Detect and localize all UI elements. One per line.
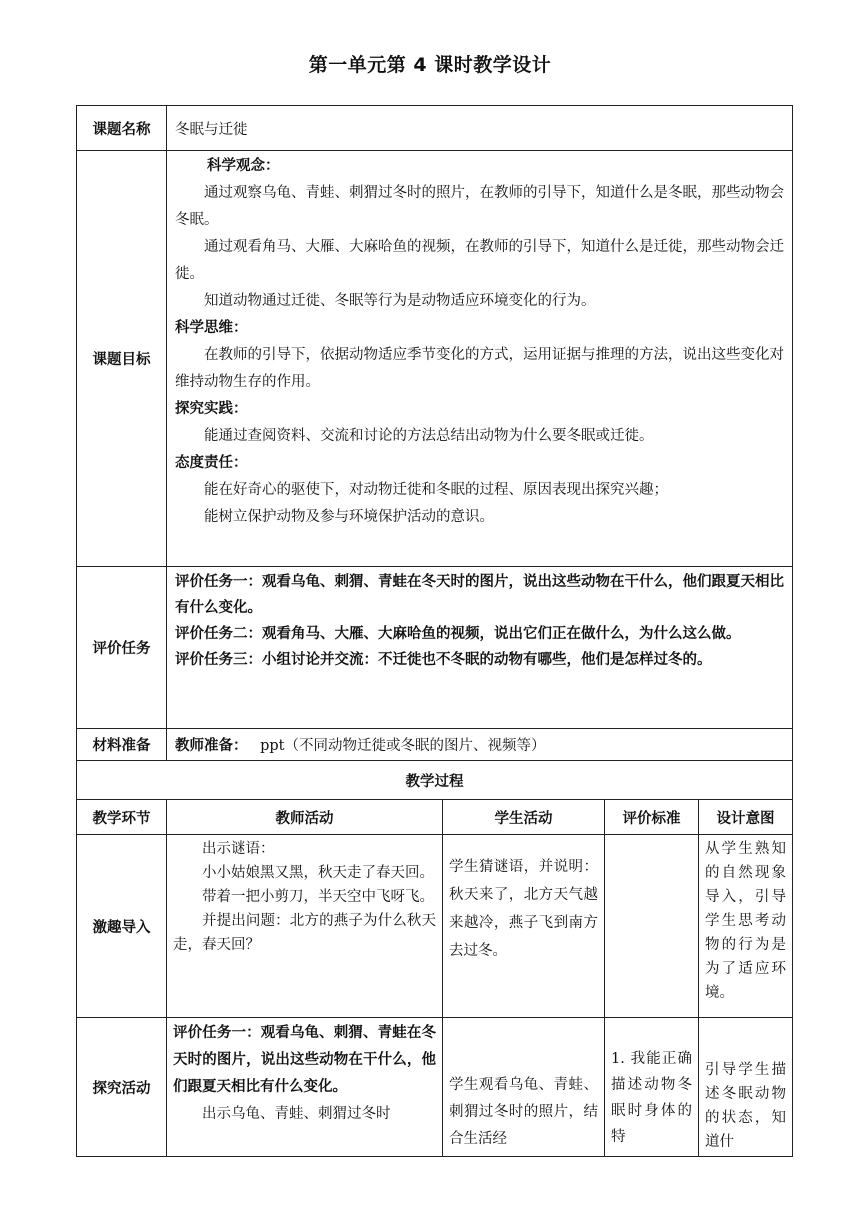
goal-heading-practice: 探究实践：: [175, 401, 248, 417]
tasks-row: [77, 567, 793, 729]
topic-label: 课题名称: [77, 106, 167, 151]
process-row-intro: [77, 835, 793, 1018]
process-header-row: [77, 800, 793, 835]
intent-text: 从学生熟知的自然现象导入，引导学生思考动物的行为是为了适应环境。: [705, 841, 786, 1001]
student-activity: [443, 835, 605, 1018]
stage-label: 激趣导入: [77, 835, 167, 1018]
design-intent: [699, 1018, 793, 1157]
lesson-plan-table: [76, 105, 793, 1157]
materials-row: [77, 729, 793, 761]
goal-heading-thinking: 科学思维：: [175, 320, 248, 336]
topic-value: 冬眠与迁徙: [167, 106, 793, 151]
teacher-activity: [167, 1018, 443, 1157]
topic-row: [77, 106, 793, 151]
header-stage: 教学环节: [77, 800, 167, 835]
student-activity: [443, 1018, 605, 1157]
student-text: 学生观看乌龟、青蛙、刺猬过冬时的照片，结合生活经: [449, 1077, 598, 1147]
teacher-line: 小小姑娘黑又黑，秋天走了春天回。: [202, 865, 434, 881]
goals-row: [77, 151, 793, 567]
task-item: 评价任务三：小组讨论并交流：不迁徙也不冬眠的动物有哪些，他们是怎样过冬的。: [175, 652, 712, 668]
header-criteria: 评价标准: [605, 800, 699, 835]
process-title-row: [77, 761, 793, 800]
materials-value: ppt（不同动物迁徙或冬眠的图片、视频等）: [260, 738, 546, 754]
goals-label: 课题目标: [77, 151, 167, 567]
goal-line: 通过观看角马、大雁、大麻哈鱼的视频，在教师的引导下，知道什么是迁徙，那些动物会迁徙。: [175, 239, 784, 282]
header-intent: 设计意图: [699, 800, 793, 835]
teacher-line: 出示乌龟、青蛙、刺猬过冬时: [202, 1106, 391, 1122]
header-student: 学生活动: [443, 800, 605, 835]
goal-line: 在教师的引导下，依据动物适应季节变化的方式，运用证据与推理的方法，说出这些变化对维持动物生存的作用。: [175, 347, 784, 390]
criteria: [605, 1018, 699, 1157]
teacher-line: 出示谜语：: [202, 841, 275, 857]
teacher-activity: [167, 835, 443, 1018]
process-row-explore: [77, 1018, 793, 1157]
student-text: 学生猜谜语，并说明：秋天来了，北方天气越来越冷，燕子飞到南方去过冬。: [449, 859, 598, 959]
page-title: 第一单元第 4 课时教学设计: [308, 54, 552, 76]
teacher-line: 并提出问题：北方的燕子为什么秋天走，春天回？: [173, 913, 436, 953]
teacher-line: 带着一把小剪刀，半天空中飞呀飞。: [202, 889, 434, 905]
goals-content: [167, 151, 793, 567]
materials-key: 教师准备：: [175, 738, 248, 754]
goal-line: 能树立保护动物及参与环境保护活动的意识。: [204, 509, 494, 525]
design-intent: [699, 835, 793, 1018]
goal-line: 通过观察乌龟、青蛙、刺猬过冬时的照片，在教师的引导下，知道什么是冬眠，那些动物会冬眠。: [175, 185, 784, 228]
tasks-content: [167, 567, 793, 729]
intent-text: 引导学生描述冬眠动物的状态，知道什: [705, 1062, 786, 1150]
goal-line: 能通过查阅资料、交流和讨论的方法总结出动物为什么要冬眠或迁徙。: [204, 428, 654, 444]
header-teacher: 教师活动: [167, 800, 443, 835]
goal-line: 能在好奇心的驱使下，对动物迁徙和冬眠的过程、原因表现出探究兴趣；: [204, 482, 668, 498]
materials-label: 材料准备: [77, 729, 167, 761]
goal-line: 知道动物通过迁徙、冬眠等行为是动物适应环境变化的行为。: [204, 293, 596, 309]
criteria-text: 1. 我能正确描述动物冬眠时身体的特: [611, 1051, 692, 1145]
criteria-text: [605, 835, 698, 839]
tasks-label: 评价任务: [77, 567, 167, 729]
criteria: [605, 835, 699, 1018]
teacher-task: 评价任务一：观看乌龟、刺猬、青蛙在冬天时的图片，说出这些动物在干什么，他们跟夏天相比有什么变化。: [173, 1025, 436, 1095]
materials-content: [167, 729, 793, 761]
stage-label: 探究活动: [77, 1018, 167, 1157]
task-item: 评价任务二：观看角马、大雁、大麻哈鱼的视频，说出它们正在做什么，为什么这么做。: [175, 626, 741, 642]
goal-heading-concept: 科学观念：: [207, 158, 280, 174]
goal-heading-attitude: 态度责任：: [175, 455, 248, 471]
task-item: 评价任务一：观看乌龟、刺猬、青蛙在冬天时的图片，说出这些动物在干什么，他们跟夏天相比有什么变化。: [175, 574, 784, 616]
process-title: 教学过程: [77, 761, 793, 800]
